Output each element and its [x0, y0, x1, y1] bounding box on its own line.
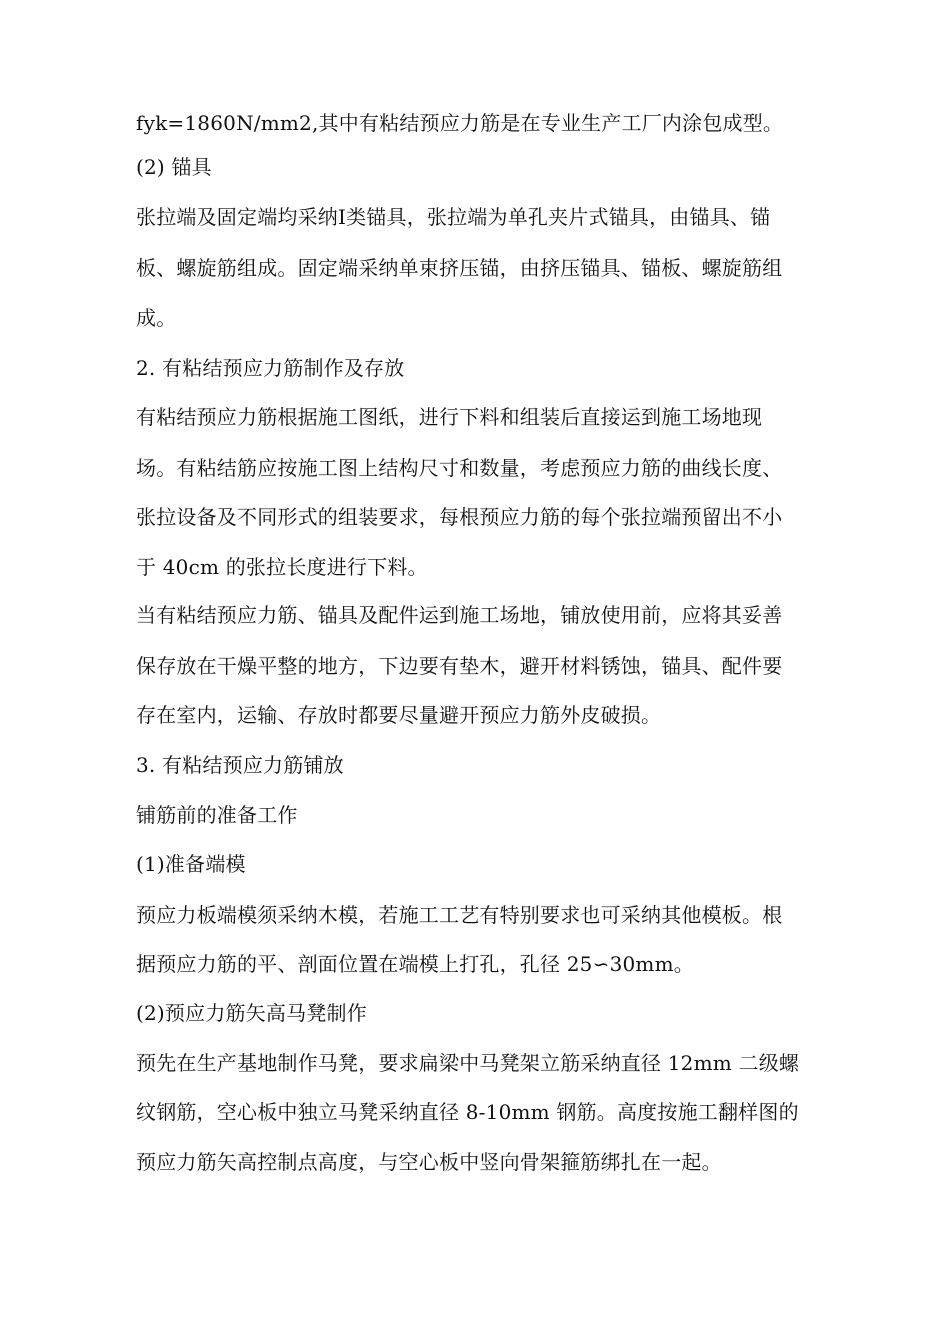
sub-heading: (2)预应力筋矢高马凳制作 [136, 1001, 367, 1025]
sub-heading: (1)准备端模 [136, 852, 246, 876]
paragraph-line: 预先在生产基地制作马凳，要求扁梁中马凳架立筋采纳直径 12mm 二级螺 [136, 1051, 800, 1075]
paragraph-line: 场。有粘结筋应按施工图上结构尺寸和数量，考虑预应力筋的曲线长度、 [136, 456, 783, 480]
paragraph-line: 保存放在干燥平整的地方，下边要有垫木，避开材料锈蚀，锚具、配件要 [136, 654, 783, 678]
section-heading: 3. 有粘结预应力筋铺放 [136, 753, 344, 777]
paragraph-line: 当有粘结预应力筋、锚具及配件运到施工场地，铺放使用前，应将其妥善 [136, 603, 783, 627]
paragraph-line: fyk=1860N/mm2,其中有粘结预应力筋是在专业生产工厂内涂包成型。 [136, 111, 784, 135]
section-heading: 2. 有粘结预应力筋制作及存放 [136, 356, 405, 380]
paragraph-line: 预应力板端模须采纳木模，若施工工艺有特别要求也可采纳其他模板。根 [136, 903, 783, 927]
paragraph-line: 纹钢筋，空心板中独立马凳采纳直径 8-10mm 钢筋。高度按施工翻样图的 [136, 1100, 799, 1124]
paragraph-line: 于 40cm 的张拉长度进行下料。 [136, 555, 428, 579]
paragraph-line: 存在室内，运输、存放时都要尽量避开预应力筋外皮破损。 [136, 703, 662, 727]
paragraph-line: 板、螺旋筋组成。固定端采纳单束挤压锚，由挤压锚具、锚板、螺旋筋组 [136, 256, 783, 280]
paragraph-line: 张拉端及固定端均采纳Ⅰ类锚具，张拉端为单孔夹片式锚具，由锚具、锚 [136, 205, 771, 229]
sub-heading: 铺筋前的准备工作 [136, 803, 298, 827]
paragraph-line: 成。 [136, 306, 177, 330]
paragraph-line: 有粘结预应力筋根据施工图纸，进行下料和组装后直接运到施工场地现 [136, 405, 763, 429]
paragraph-line: 预应力筋矢高控制点高度，与空心板中竖向骨架箍筋绑扎在一起。 [136, 1150, 722, 1174]
section-heading: (2) 锚具 [136, 155, 212, 179]
paragraph-line: 据预应力筋的平、剖面位置在端模上打孔，孔径 25∽30mm。 [136, 952, 694, 976]
paragraph-line: 张拉设备及不同形式的组装要求，每根预应力筋的每个张拉端预留出不小 [136, 505, 783, 529]
